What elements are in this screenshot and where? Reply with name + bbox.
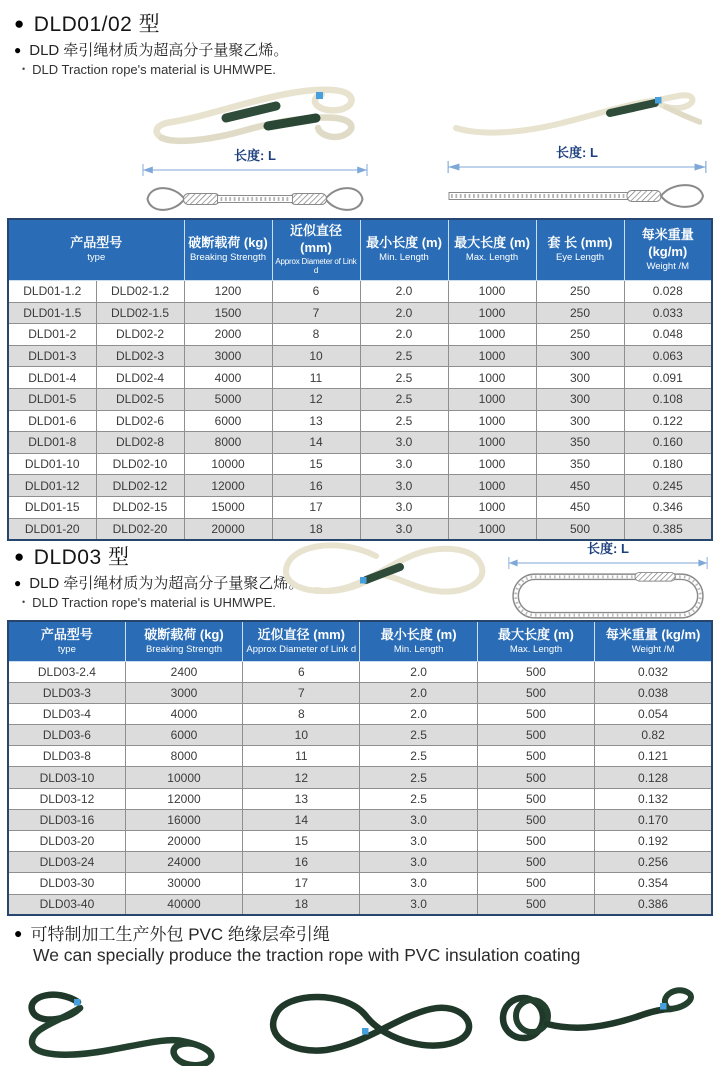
table-cell: 0.054	[595, 703, 712, 724]
table-cell: 17	[243, 873, 360, 894]
length-label: 长度: L	[587, 541, 629, 556]
table-cell: DLD02-8	[96, 432, 184, 454]
table-cell: 6	[243, 661, 360, 682]
table-cell: 30000	[125, 873, 242, 894]
table-cell: DLD03-2.4	[8, 661, 125, 682]
table-cell: 1000	[448, 453, 536, 475]
table-cell: 4000	[184, 367, 272, 389]
table-cell: DLD02-15	[96, 496, 184, 518]
section3-line-en-text: We can specially produce the traction rope with PVC insulation coating	[33, 945, 581, 965]
table-cell: 1000	[448, 496, 536, 518]
table-cell: 12000	[125, 788, 242, 809]
pvc-rope-photo-figure-eight	[246, 984, 481, 1062]
table-cell: 500	[536, 518, 624, 540]
table-cell: 0.256	[595, 852, 712, 873]
table-cell: 3.0	[360, 475, 448, 497]
table-cell: DLD02-4	[96, 367, 184, 389]
table-cell: 500	[477, 725, 594, 746]
table-cell: 8	[272, 324, 360, 346]
header-en: Approx Diameter of Link d	[275, 256, 357, 276]
header-en: type	[57, 643, 76, 655]
table-cell: 300	[536, 345, 624, 367]
table-cell: 7	[272, 302, 360, 324]
table-cell: 2.5	[360, 767, 477, 788]
table-cell: 1000	[448, 475, 536, 497]
dld01-02-spec-table	[7, 218, 713, 541]
table-cell: DLD01-1.5	[8, 302, 96, 324]
table-cell: 16	[243, 852, 360, 873]
table-cell: 10000	[125, 767, 242, 788]
table-cell: 3.0	[360, 453, 448, 475]
illustration-group-endless-loop	[508, 541, 708, 621]
rope-diagram-endless-loop	[508, 571, 708, 621]
header-cn: 最大长度 (m)	[498, 626, 574, 642]
table-cell: 7	[243, 682, 360, 703]
table-cell: 450	[536, 496, 624, 518]
table-cell: 20000	[184, 518, 272, 540]
section1-title	[14, 8, 160, 38]
table-cell: 2.5	[360, 345, 448, 367]
table-row	[8, 809, 712, 830]
table-cell: 300	[536, 367, 624, 389]
table-cell: DLD01-12	[8, 475, 96, 497]
table-cell: DLD01-3	[8, 345, 96, 367]
header-row	[8, 219, 712, 280]
table-cell: DLD01-10	[8, 453, 96, 475]
length-dimension-arrow	[447, 161, 707, 173]
col-header-breaking-strength	[184, 219, 272, 280]
table-cell: DLD01-6	[8, 410, 96, 432]
header-en: Weight /M	[631, 643, 675, 655]
table-cell: 1000	[448, 518, 536, 540]
section2-title-text: DLD03 型	[33, 546, 130, 569]
col-header-diameter	[243, 621, 360, 661]
header-cn: 破断载荷 (kg)	[188, 235, 268, 251]
illustration-group-single-eye	[447, 88, 707, 217]
table-cell: 1000	[448, 302, 536, 324]
table-cell: 0.121	[595, 746, 712, 767]
table-cell: 500	[477, 831, 594, 852]
header-en: Min. Length	[379, 252, 429, 264]
table-cell: 350	[536, 453, 624, 475]
table-row	[8, 894, 712, 915]
table-row	[8, 432, 712, 454]
table-cell: 0.346	[624, 496, 712, 518]
header-en: Eye Length	[555, 252, 605, 264]
table-cell: 12	[243, 767, 360, 788]
table-cell: 2.0	[360, 302, 448, 324]
table-cell: 18	[272, 518, 360, 540]
table-cell: DLD01-5	[8, 388, 96, 410]
table-cell: 0.108	[624, 388, 712, 410]
table-cell: 15	[243, 831, 360, 852]
table-cell: 2.0	[360, 682, 477, 703]
table-cell: 0.180	[624, 453, 712, 475]
section1-bullet-en	[22, 62, 276, 77]
length-dimension-arrow	[142, 164, 368, 176]
table-cell: DLD03-40	[8, 894, 125, 915]
table-row	[8, 280, 712, 302]
col-header-max-length	[477, 621, 594, 661]
table-cell: 250	[536, 280, 624, 302]
pvc-rope-photo-double-eye	[18, 986, 230, 1066]
table-cell: DLD03-6	[8, 725, 125, 746]
table-cell: DLD01-20	[8, 518, 96, 540]
table-cell: DLD03-20	[8, 831, 125, 852]
table-cell: 3.0	[360, 496, 448, 518]
section1-bullet-cn-text: DLD 牵引绳材质为超高分子量聚乙烯。	[29, 42, 289, 59]
table-row	[8, 725, 712, 746]
table-row	[8, 345, 712, 367]
table-cell: 0.160	[624, 432, 712, 454]
table-cell: 40000	[125, 894, 242, 915]
table-cell: 4000	[125, 703, 242, 724]
table-cell: 0.386	[595, 894, 712, 915]
table-row	[8, 410, 712, 432]
table-cell: 500	[477, 788, 594, 809]
section3-bullet-cn-text: 可特制加工生产外包 PVC 绝缘层牵引绳	[30, 925, 330, 944]
table-cell: 10	[243, 725, 360, 746]
header-en: type	[87, 252, 106, 264]
table-cell: 250	[536, 302, 624, 324]
table-cell: 14	[243, 809, 360, 830]
table-cell: 1200	[184, 280, 272, 302]
table-cell: 2.0	[360, 703, 477, 724]
table-cell: DLD03-12	[8, 788, 125, 809]
section2-title	[14, 541, 129, 571]
table-row	[8, 661, 712, 682]
table-cell: DLD01-8	[8, 432, 96, 454]
table-cell: 13	[272, 410, 360, 432]
rope-photo-single-eye-sling	[452, 88, 702, 143]
table-cell: 2.5	[360, 725, 477, 746]
table-cell: 0.82	[595, 725, 712, 746]
table-cell: 6	[272, 280, 360, 302]
dot-icon: •	[22, 64, 26, 74]
table-cell: 8000	[184, 432, 272, 454]
table-cell: DLD01-4	[8, 367, 96, 389]
illustration-group-double-eye	[142, 84, 368, 220]
table-cell: 1000	[448, 324, 536, 346]
table-cell: DLD03-10	[8, 767, 125, 788]
header-cn: 套 长 (mm)	[547, 235, 613, 251]
table-cell: 2.0	[360, 324, 448, 346]
table-cell: 15	[272, 453, 360, 475]
col-header-type	[8, 621, 125, 661]
rope-diagram-single-eye	[447, 175, 707, 217]
table-cell: 0.091	[624, 367, 712, 389]
table-row	[8, 831, 712, 852]
table-cell: 3000	[184, 345, 272, 367]
table-header	[8, 621, 712, 661]
table-cell: 3.0	[360, 518, 448, 540]
header-cn: 产品型号	[40, 626, 93, 642]
table-row	[8, 746, 712, 767]
bullet-icon: ●	[14, 13, 25, 33]
table-cell: 2.5	[360, 367, 448, 389]
table-cell: 0.033	[624, 302, 712, 324]
table-cell: 10000	[184, 453, 272, 475]
table-row	[8, 453, 712, 475]
table-cell: 2400	[125, 661, 242, 682]
pvc-rope-photo-coiled	[489, 986, 701, 1054]
table-cell: 16	[272, 475, 360, 497]
table-cell: 20000	[125, 831, 242, 852]
col-header-min-length	[360, 621, 477, 661]
table-cell: 18	[243, 894, 360, 915]
col-header-weight	[595, 621, 712, 661]
rope-photo-double-eye-sling	[148, 84, 363, 146]
header-en: Breaking Strength	[189, 252, 267, 264]
table-row	[8, 324, 712, 346]
table-cell: 500	[477, 661, 594, 682]
table-cell: 0.354	[595, 873, 712, 894]
header-en: Breaking Strength	[145, 643, 223, 655]
table-cell: DLD02-1.5	[96, 302, 184, 324]
table-cell: 2.5	[360, 388, 448, 410]
table-cell: DLD01-15	[8, 496, 96, 518]
col-header-weight	[624, 219, 712, 280]
table-cell: DLD02-12	[96, 475, 184, 497]
table-cell: 2.0	[360, 280, 448, 302]
table-cell: 3.0	[360, 809, 477, 830]
table-row	[8, 388, 712, 410]
table-cell: 0.032	[595, 661, 712, 682]
table-cell: 16000	[125, 809, 242, 830]
header-cn: 最大长度 (m)	[454, 235, 530, 251]
table-cell: DLD02-1.2	[96, 280, 184, 302]
table-cell: 0.132	[595, 788, 712, 809]
table-row	[8, 475, 712, 497]
header-cn: 每米重量 (kg/m)	[605, 626, 701, 642]
table-cell: DLD03-3	[8, 682, 125, 703]
header-en: Max. Length	[509, 643, 563, 655]
header-cn: 最小长度 (m)	[366, 235, 442, 251]
table-cell: DLD03-30	[8, 873, 125, 894]
table-cell: 1500	[184, 302, 272, 324]
table-cell: 3.0	[360, 852, 477, 873]
table-cell: 11	[272, 367, 360, 389]
table-cell: DLD03-16	[8, 809, 125, 830]
table-cell: 3.0	[360, 432, 448, 454]
table-cell: 8	[243, 703, 360, 724]
table-cell: 2.5	[360, 410, 448, 432]
table-row	[8, 496, 712, 518]
header-cn: 近似直径 (mm)	[257, 626, 346, 642]
table-cell: 500	[477, 894, 594, 915]
table-cell: 0.245	[624, 475, 712, 497]
table-cell: DLD03-8	[8, 746, 125, 767]
rope-diagram-double-eye	[142, 178, 368, 220]
section1-title-text: DLD01/02 型	[33, 13, 161, 36]
section2-bullet-cn	[14, 572, 303, 593]
table-cell: 14	[272, 432, 360, 454]
length-label: 长度: L	[556, 145, 598, 160]
header-row	[8, 621, 712, 661]
section2-bullet-en-text: DLD Traction rope's material is UHMWPE.	[32, 595, 276, 610]
bullet-icon: ●	[14, 42, 22, 57]
table-cell: 6000	[184, 410, 272, 432]
table-cell: 6000	[125, 725, 242, 746]
table-row	[8, 852, 712, 873]
table-cell: 0.192	[595, 831, 712, 852]
table-cell: DLD02-3	[96, 345, 184, 367]
section2-bullet-cn-text: DLD 牵引绳材质为为超高分子量聚乙烯。	[29, 575, 304, 592]
length-dimension-arrow	[508, 557, 708, 569]
table-cell: 1000	[448, 367, 536, 389]
section1-bullet-cn	[14, 39, 288, 60]
table-cell: 3.0	[360, 894, 477, 915]
table-cell: 450	[536, 475, 624, 497]
col-header-min-length	[360, 219, 448, 280]
section1-bullet-en-text: DLD Traction rope's material is UHMWPE.	[32, 62, 276, 77]
header-cn: 产品型号	[70, 235, 123, 251]
table-row	[8, 302, 712, 324]
table-cell: 2000	[184, 324, 272, 346]
table-row	[8, 703, 712, 724]
header-en: Min. Length	[393, 643, 444, 655]
table-cell: 2.0	[360, 661, 477, 682]
table-cell: 3.0	[360, 831, 477, 852]
table-cell: DLD03-24	[8, 852, 125, 873]
table-cell: 0.063	[624, 345, 712, 367]
table-row	[8, 873, 712, 894]
table-cell: 1000	[448, 410, 536, 432]
table-cell: 1000	[448, 345, 536, 367]
col-header-diameter	[272, 219, 360, 280]
table-cell: 0.038	[595, 682, 712, 703]
header-en: Weight /M	[646, 260, 690, 272]
table-cell: 10	[272, 345, 360, 367]
col-header-type	[8, 219, 184, 280]
table-cell: 0.385	[624, 518, 712, 540]
table-cell: 0.170	[595, 809, 712, 830]
bullet-icon: ●	[14, 575, 22, 590]
table-cell: 1000	[448, 432, 536, 454]
table-cell: 3.0	[360, 873, 477, 894]
table-cell: 350	[536, 432, 624, 454]
table-cell: 15000	[184, 496, 272, 518]
table-cell: 500	[477, 703, 594, 724]
table-cell: 2.5	[360, 746, 477, 767]
table-cell: 2.5	[360, 788, 477, 809]
table-cell: 0.048	[624, 324, 712, 346]
table-cell: 500	[477, 873, 594, 894]
table-cell: 24000	[125, 852, 242, 873]
table-row	[8, 767, 712, 788]
table-body	[8, 280, 712, 539]
table-cell: 8000	[125, 746, 242, 767]
table-cell: 17	[272, 496, 360, 518]
table-cell: DLD02-5	[96, 388, 184, 410]
col-header-breaking-strength	[125, 621, 242, 661]
dld03-spec-table	[7, 620, 713, 916]
table-cell: 1000	[448, 388, 536, 410]
table-cell: DLD02-20	[96, 518, 184, 540]
header-cn: 近似直径 (mm)	[289, 223, 342, 255]
table-cell: 12	[272, 388, 360, 410]
table-cell: 500	[477, 682, 594, 703]
table-cell: 500	[477, 852, 594, 873]
table-body	[8, 661, 712, 915]
header-en: Approx Diameter of Link d	[246, 643, 357, 655]
table-cell: DLD03-4	[8, 703, 125, 724]
table-cell: 0.122	[624, 410, 712, 432]
table-cell: 1000	[448, 280, 536, 302]
table-cell: 300	[536, 410, 624, 432]
header-en: Max. Length	[465, 252, 519, 264]
table-cell: 250	[536, 324, 624, 346]
table-cell: 500	[477, 746, 594, 767]
bullet-icon: ●	[14, 924, 23, 941]
table-cell: 3000	[125, 682, 242, 703]
table-cell: 11	[243, 746, 360, 767]
table-cell: 300	[536, 388, 624, 410]
header-cn: 最小长度 (m)	[380, 626, 457, 642]
table-cell: DLD01-1.2	[8, 280, 96, 302]
section3-bullet-cn	[14, 920, 330, 945]
table-cell: DLD02-6	[96, 410, 184, 432]
dot-icon: •	[22, 597, 26, 607]
rope-photo-endless-loop	[276, 528, 491, 606]
table-cell: 500	[477, 809, 594, 830]
table-row	[8, 682, 712, 703]
table-row	[8, 788, 712, 809]
col-header-eye-length	[536, 219, 624, 280]
header-cn: 破断载荷 (kg)	[144, 626, 224, 642]
table-cell: 0.128	[595, 767, 712, 788]
table-cell: 13	[243, 788, 360, 809]
bullet-icon: ●	[14, 546, 25, 566]
header-cn: 每米重量 (kg/m)	[641, 226, 694, 259]
table-cell: DLD02-10	[96, 453, 184, 475]
table-cell: DLD01-2	[8, 324, 96, 346]
length-label: 长度: L	[234, 148, 276, 163]
section2-bullet-en	[22, 595, 276, 610]
table-cell: 12000	[184, 475, 272, 497]
table-header	[8, 219, 712, 280]
section3-line-en	[33, 945, 580, 966]
table-cell: 500	[477, 767, 594, 788]
table-cell: 0.028	[624, 280, 712, 302]
table-cell: 5000	[184, 388, 272, 410]
table-cell: DLD02-2	[96, 324, 184, 346]
col-header-max-length	[448, 219, 536, 280]
table-row	[8, 367, 712, 389]
